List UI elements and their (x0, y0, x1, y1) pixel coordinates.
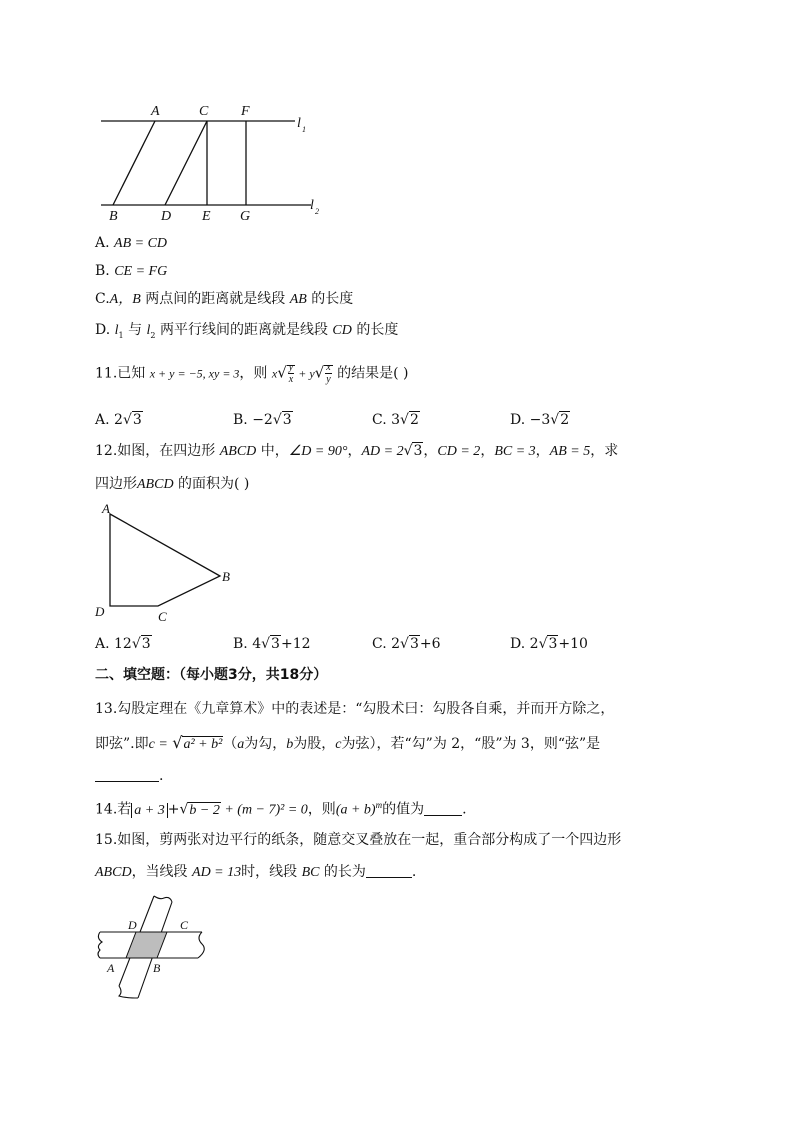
label-a: A (102, 501, 110, 516)
q11-option-a[interactable]: A. 2√3 (95, 412, 142, 428)
label-f: F (241, 104, 250, 119)
label-a: A (107, 961, 115, 975)
q11-option-d[interactable]: D. −3√2 (510, 412, 570, 428)
section-title: 二、填空题：（每小题3分，共18分） (95, 667, 328, 683)
label-d: D (161, 209, 172, 224)
q13-stem-line2: 即弦”.即c = √a² + b²（a为勾，b为股，c为弦），若“勾”为 2，“股”为 3，则“弦”是 (95, 733, 601, 752)
q14-stem: 14.若 a + 3 +√b − 2 + (m − 7)² = 0，则$(a + b)^m$的值为 . (95, 800, 467, 818)
q15-stem-line2: ABCD，当线段 AD = 13时，线段 BC 的长为 . (95, 864, 417, 880)
label-b: B (222, 569, 230, 584)
label-d: D (128, 918, 137, 932)
label-l2-sub: 2 (315, 207, 319, 216)
q12-stem-line1: 12.如图，在四边形 ABCD 中，∠D = 90°，AD = 2√3，CD = 2，BC = 3，AB = 5，求 (95, 443, 619, 459)
q11-option-b[interactable]: B. −2√3 (233, 412, 292, 428)
q12-option-d[interactable]: D. 2√3+10 (510, 636, 588, 652)
q12-option-c[interactable]: C. 2√3+6 (372, 636, 441, 652)
label-g: G (240, 209, 251, 224)
q13-stem-line1: 13.勾股定理在《九章算术》中的表述是：“勾股术曰：勾股各自乘，并而开方除之， (95, 701, 615, 717)
overlap-abcd (126, 932, 167, 958)
q10-option-c[interactable]: C.A，B 两点间的距离就是线段 AB 的长度 (95, 291, 354, 307)
q15-stem-line1: 15.如图，剪两张对边平行的纸条，随意交叉叠放在一起，重合部分构成了一个四边形 (95, 832, 622, 848)
q11-option-c[interactable]: C. 3√2 (372, 412, 419, 428)
label-c: C (199, 104, 209, 119)
segment-cd (165, 121, 207, 205)
label-a: A (151, 104, 160, 119)
quadrilateral-abcd (110, 514, 220, 606)
paper-strips-figure (92, 888, 212, 1003)
q12-option-a[interactable]: A. 12√3 (95, 636, 151, 652)
label-l1-sub: 1 (302, 125, 306, 134)
q11-stem: 11.已知 x + y = −5, xy = 3，则 x√ $\frac{y}{x}$ + y√ $\frac{x}{y}$ 的结果是( ) (95, 362, 409, 385)
parallel-lines-figure (95, 96, 335, 226)
q10-option-d[interactable]: D. $l_1$ 与 $l_2$ 两平行线间的距离就是线段 CD 的长度 (95, 322, 399, 340)
segment-ab (113, 121, 155, 205)
label-l2: l (310, 198, 314, 213)
label-c: C (180, 918, 189, 932)
q12-stem-line2: 四边形ABCD 的面积为( ) (95, 476, 250, 492)
quadrilateral-abcd-figure (92, 500, 242, 628)
q10-option-a[interactable]: A. AB = CD (95, 235, 168, 251)
q12-option-b[interactable]: B. 4√3+12 (233, 636, 311, 652)
label-b: B (109, 209, 118, 224)
label-d: D (95, 604, 105, 619)
q10-option-b[interactable]: B. CE = FG (95, 263, 168, 279)
q15-answer-blank[interactable] (366, 863, 412, 878)
label-c: C (158, 609, 167, 624)
label-e: E (202, 209, 211, 224)
q13-answer-blank[interactable]: . (95, 766, 163, 786)
label-l1: l (297, 116, 301, 131)
label-b: B (153, 961, 161, 975)
q14-answer-blank[interactable] (424, 801, 462, 816)
